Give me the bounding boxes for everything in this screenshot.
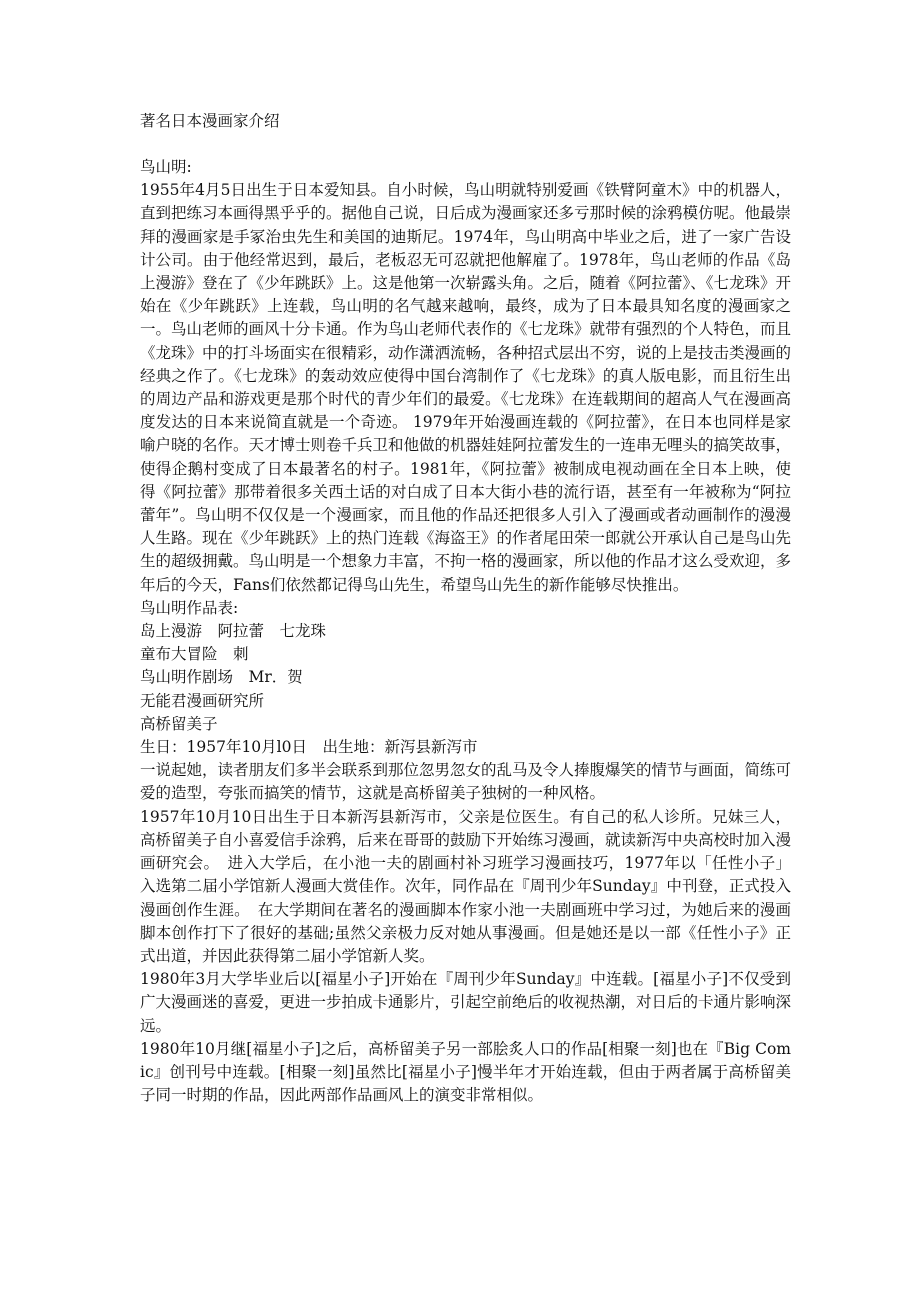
document-title: 著名日本漫画家介绍 xyxy=(140,112,280,130)
takahashi-paragraph: 1980年3月大学毕业后以[福星小子]开始在『周刊少年Sunday』中连载。[福星小子]不仅受到广大漫画迷的喜爱，更进一步拍成卡通影片，引起空前绝后的收视热潮，对日后的卡通片影响深远。 xyxy=(140,970,792,1035)
toriyama-biography: 1955年4月5日出生于日本爱知县。自小时候，鸟山明就特别爱画《铁臂阿童木》中的机器人，直到把练习本画得黑乎乎的。据他自己说，日后成为漫画家还多亏那时候的涂鸦模仿呢。他最崇拜的漫画家是手冢治虫先生和美国的迪斯尼。1974年，鸟山明高中毕业之后，进了一家广告设计公司。由于他经常迟到，最后，老板忍无可忍就把他解雇了。1978年，鸟山老师的作品《岛上漫游》登在了《少年跳跃》上。这是他第一次崭露头角。之后，随着《阿拉蕾》、《七龙珠》开始在《少年跳跃》上连载，鸟山明的名气越来越响，最终，成为了日本最具知名度的漫画家之一。鸟山老师的画风十分卡通。作为鸟山老师代表作的《七龙珠》就带有强烈的个人特色，而且《龙珠》中的打斗场面实在很精彩，动作潇洒流畅，各种招式层出不穷，说的上是技击类漫画的经典之作了。《七龙珠》的轰动效应使得中国台湾制作了《七龙珠》的真人版电影，而且衍生出的周边产品和游戏更是那个时代的青少年们的最爱。《七龙珠》在连载期间的超高人气在漫画高度发达的日本来说简直就是一个奇迹。 1979年开始漫画连载的《阿拉蕾》，在日本也同样是家喻户晓的名作。天才博士则卷千兵卫和他做的机器娃娃阿拉蕾发生的一连串无哩头的搞笑故事，使得企鹅村变成了日本最著名的村子。1981年，《阿拉蕾》被制成电视动画在全日本上映，使得《阿拉蕾》那带着很多关西土话的对白成了日本大街小巷的流行语，甚至有一年被称为“阿拉蕾年”。鸟山明不仅仅是一个漫画家，而且他的作品还把很多人引入了漫画或者动画制作的漫漫人生路。现在《少年跳跃》上的热门连载《海盗王》的作者尾田荣一郎就公开承认自己是鸟山先生的超级拥戴。鸟山明是一个想象力丰富，不拘一格的漫画家，所以他的作品才这么受欢迎，多年后的今天，Fans们依然都记得鸟山先生，希望鸟山先生的新作能够尽快推出。 xyxy=(140,181,792,594)
works-list-line: 童布大冒险 刺 xyxy=(140,645,249,664)
works-list-line: 无能君漫画研究所 xyxy=(140,691,265,710)
takahashi-paragraph: 1957年10月10日出生于日本新泻县新泻市，父亲是位医生。有自己的私人诊所。兄妹三人，高桥留美子自小喜爱信手涂鸦，后来在哥哥的鼓励下开始练习漫画，就读新泻中央高校时加入漫画研究会。 进入大学后，在小池一夫的剧画村补习班学习漫画技巧，1977年以「任性小子」入选第二届小学馆新人漫画大赏佳作。次年，同作品在『周刊少年Sunday』中刊登，正式投入漫画创作生涯。 在大学期间在著名的漫画脚本作家小池一夫剧画班中学习过，为她后来的漫画脚本创作打下了很好的基础;虽然父亲极力反对她从事漫画。但是她还是以一部《任性小子》正式出道，并因此获得第二届小学馆新人奖。 xyxy=(140,807,792,965)
takahashi-paragraph: 一说起她，读者朋友们多半会联系到那位忽男忽女的乱马及令人捧腹爆笑的情节与画面，简练可爱的造型，夸张而搞笑的情节，这就是高桥留美子独树的一种风格。 xyxy=(140,761,792,803)
section-name-toriyama: 鸟山明: xyxy=(140,158,192,176)
takahashi-birth-info: 生日：1957年10月l0日 出生地：新泻县新泻市 xyxy=(140,738,478,757)
blank-line xyxy=(140,133,791,156)
works-list-line: 岛上漫游 阿拉蕾 七龙珠 xyxy=(140,622,327,641)
document-page xyxy=(140,110,791,1107)
toriyama-works-heading: 鸟山明作品表: xyxy=(140,598,239,617)
works-list-line: 鸟山明作剧场 Mr．贺 xyxy=(140,668,303,687)
section-name-takahashi: 高桥留美子 xyxy=(140,714,218,733)
takahashi-paragraph: 1980年10月继[福星小子]之后，高桥留美子另一部脍炙人口的作品[相聚一刻]也在『Big Comic』创刊号中连载。[相聚一刻]虽然比[福星小子]慢半年才开始连载，但由于两者属于高桥留美子同一时期的作品，因此两部作品画风上的演变非常相似。 xyxy=(140,1039,791,1105)
